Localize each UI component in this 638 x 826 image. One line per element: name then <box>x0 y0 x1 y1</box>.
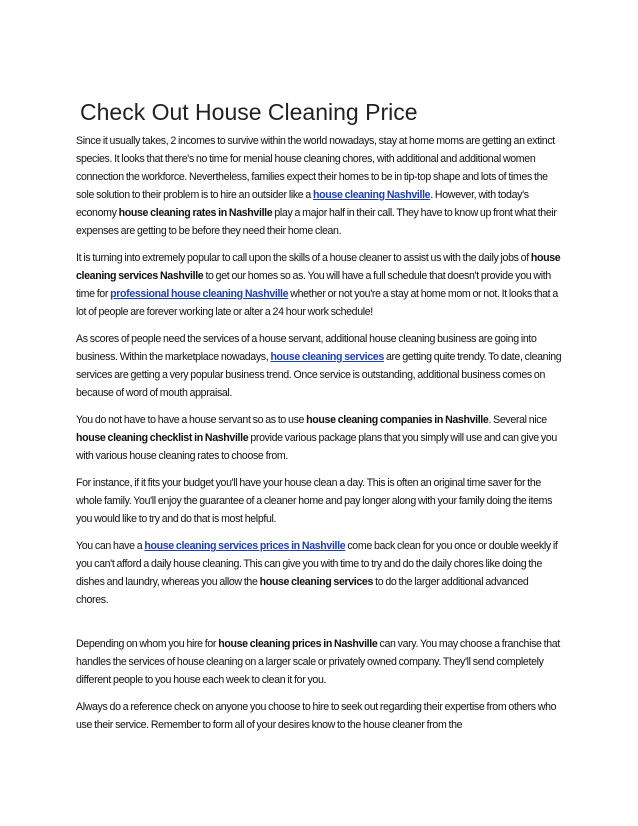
text: come back clean for you once or double weekly if you can't afford a daily house cleaning. This can give you with time to try and do the daily chores like doing the dishes and laundry, whereas you allow the <box>76 540 558 588</box>
paragraph-3 <box>76 330 562 402</box>
text: . Several nice <box>488 414 547 426</box>
text: to do the larger additional advanced chores. <box>76 576 529 606</box>
bold-phrase: house cleaning companies in Nashville <box>306 414 489 426</box>
paragraph-2 <box>76 249 562 321</box>
paragraph-6 <box>76 537 562 609</box>
bold-phrase: house cleaning rates in Nashville <box>118 207 273 219</box>
text: Depending on whom you hire for <box>76 638 219 650</box>
text: to get our homes so as. You will have a full schedule that doesn't provide you with time for <box>76 270 551 300</box>
paragraph-4 <box>76 411 562 465</box>
text: It is turning into extremely popular to call upon the skills of a house cleaner to assist us with the daily jobs of <box>76 252 531 264</box>
link-house-cleaning-services[interactable]: house cleaning services <box>270 351 384 363</box>
text: . However, with today's economy <box>76 189 529 219</box>
bold-phrase: house cleaning services Nashville <box>76 252 561 282</box>
paragraph-7 <box>76 635 562 689</box>
text: provide various package plans that you simply will use and can give you with various house cleaning rates to choose from. <box>76 432 557 462</box>
document-page <box>76 98 562 743</box>
page-title: Check Out House Cleaning Price <box>80 99 418 125</box>
paragraph-5 <box>76 474 562 528</box>
text: You can have a <box>76 540 145 552</box>
paragraph-1 <box>76 132 562 240</box>
link-professional-house-cleaning[interactable]: professional house cleaning Nashville <box>110 288 289 300</box>
bold-phrase: house cleaning prices in Nashville <box>218 638 378 650</box>
link-house-cleaning-nashville[interactable]: house cleaning Nashville <box>313 189 431 201</box>
text: Always do a reference check on anyone you choose to hire to seek out regarding their expertise from others who use their service. Remember to form all of your desires know to the house cleaner from the <box>76 701 557 731</box>
text: play a major half in their call. They have to know up front what their expenses are getting to be before they need their home clean. <box>76 207 557 237</box>
bold-phrase: house cleaning checklist in Nashville <box>76 432 249 444</box>
bold-phrase: house cleaning services <box>259 576 374 588</box>
text: whether or not you're a stay at home mom or not. It looks that a lot of people are forever working late or alter a 24 hour work schedule! <box>76 288 558 318</box>
text: You do not have to have a house servant so as to use <box>76 414 307 426</box>
link-house-cleaning-prices[interactable]: house cleaning services prices in Nashville <box>144 540 346 552</box>
text: are getting quite trendy. To date, cleaning services are getting a very popular business trend. Once service is outstanding, additional business comes on because of word of mouth appraisal. <box>76 351 562 399</box>
text: As scores of people need the services of a house servant, additional house cleaning business are going into business. Within the marketplace nowadays, <box>76 333 537 363</box>
text: For instance, if it fits your budget you'll have your house clean a day. This is often an original time saver for the whole family. You'll enjoy the guarantee of a cleaner home and pay longer along with your family doing the items you would like to try and do that is most helpful. <box>76 477 553 525</box>
text: can vary. You may choose a franchise that handles the services of house cleaning on a larger scale or privately owned company. They'll send completely different people to you house each week to clean it for you. <box>76 638 560 686</box>
paragraph-8 <box>76 698 562 734</box>
text: Since it usually takes, 2 incomes to survive within the world nowadays, stay at home moms are getting an extinct species. It looks that there's no time for menial house cleaning chores, with additional and additional women connection the workforce. Nevertheless, families expect their homes to be in tip-top shape and lots of times the sole solution to their problem is to hire an outsider like a <box>76 135 555 201</box>
